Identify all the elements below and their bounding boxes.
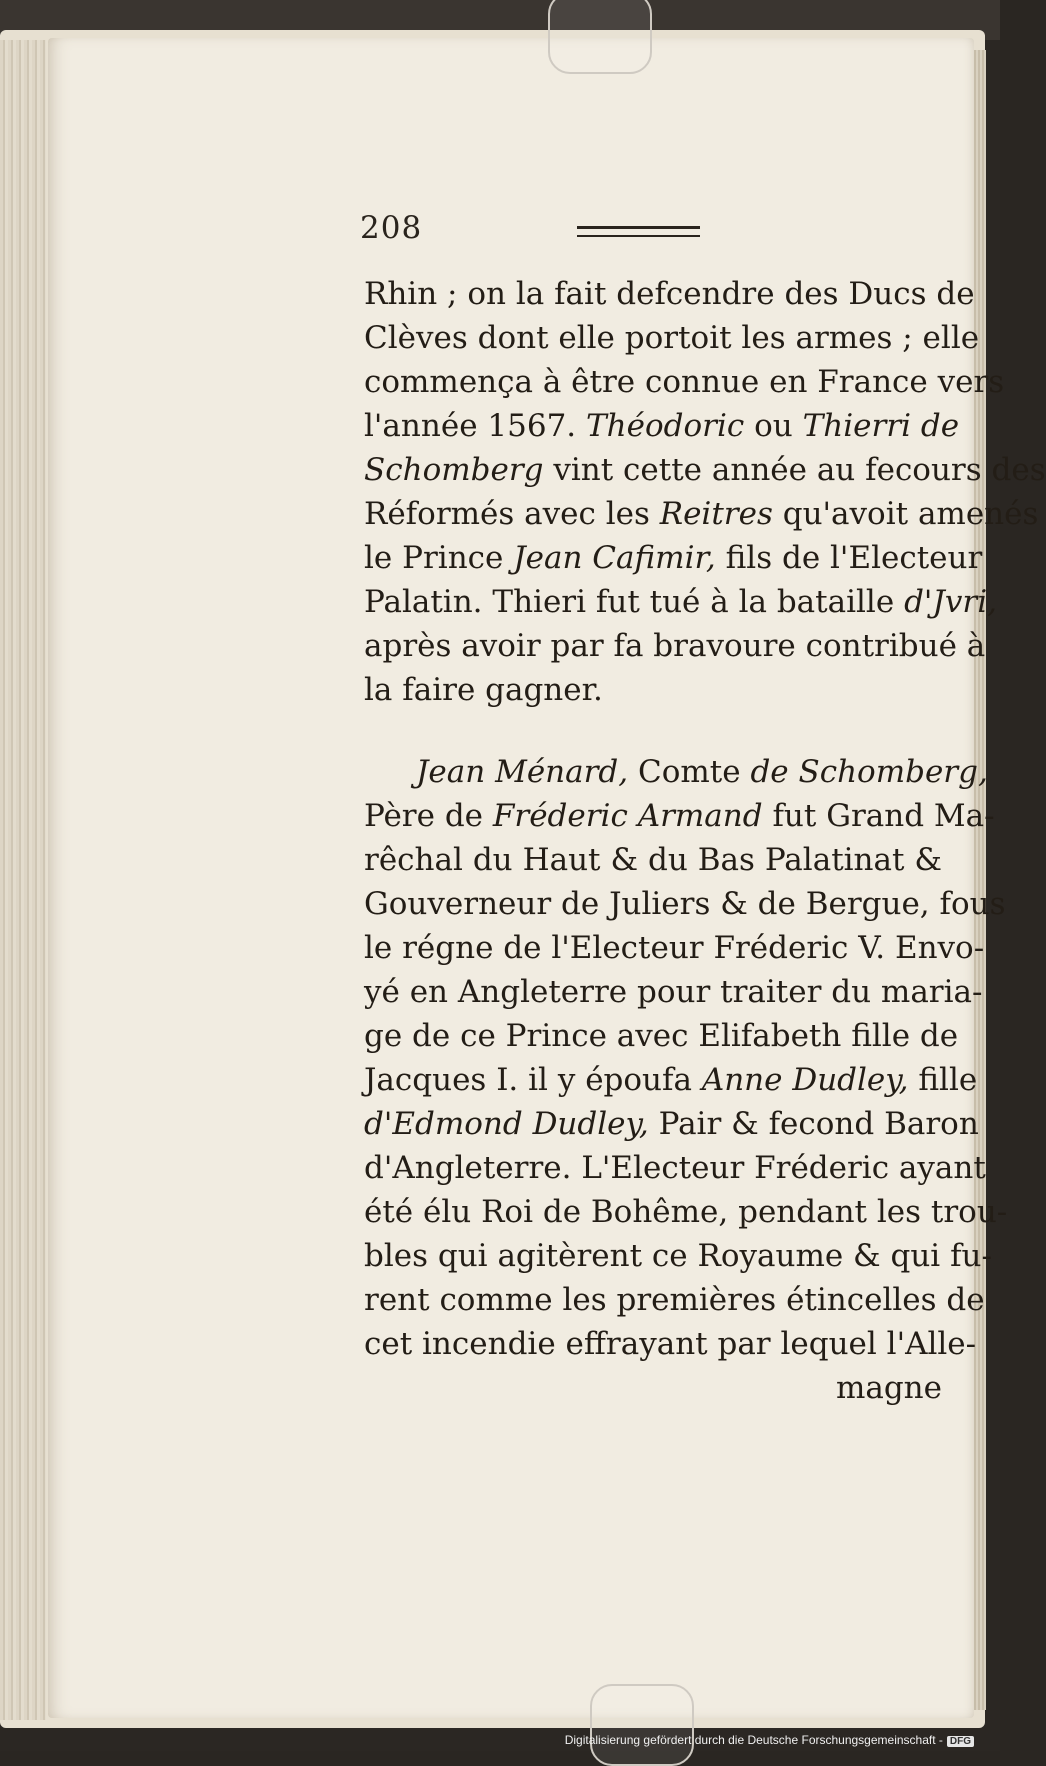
text-line	[364, 838, 942, 882]
italic-text: Schomberg	[364, 452, 544, 488]
text-line	[364, 1366, 942, 1410]
italic-text: Anne Dudley,	[701, 1062, 909, 1098]
text-segment: d'Angleterre. L'Electeur Fréderic ayant	[364, 1150, 986, 1186]
text-segment: l'année 1567.	[364, 408, 586, 444]
page-number: 208	[360, 210, 423, 246]
text-segment: fils de l'Electeur	[715, 540, 983, 576]
italic-text: d'Edmond Dudley,	[364, 1106, 649, 1142]
text-segment: qu'avoit amenés	[772, 496, 1039, 532]
text-segment: rent comme les premières étincelles de	[364, 1282, 985, 1318]
text-line	[364, 1058, 978, 1102]
text-line	[364, 1146, 986, 1190]
text-segment: bles qui agitèrent ce Royaume & qui fu-	[364, 1238, 992, 1274]
text-line	[364, 794, 995, 838]
header-rule	[577, 226, 700, 237]
text-line	[364, 360, 1005, 404]
text-segment: Père de	[364, 798, 493, 834]
text-line	[364, 668, 942, 712]
text-line	[364, 448, 1046, 492]
text-line	[364, 882, 1006, 926]
text-segment: fut Grand Ma-	[762, 798, 995, 834]
page-edges-left	[0, 40, 46, 1720]
digitization-credit	[565, 1733, 974, 1747]
paragraph-gap	[364, 712, 942, 750]
text-segment: commença à être connue en France vers	[364, 364, 1005, 400]
text-segment: yé en Angleterre pour traiter du maria-	[364, 974, 983, 1010]
text-line	[364, 536, 983, 580]
text-line	[364, 1278, 985, 1322]
text-segment: cet incendie effrayant par lequel l'Alle-	[364, 1326, 977, 1362]
text-segment: vint cette année au fecours des	[543, 452, 1046, 488]
text-line	[364, 1014, 959, 1058]
dfg-logo: DFG	[947, 1736, 974, 1747]
text-segment: ge de ce Prince avec Elifabeth fille de	[364, 1018, 959, 1054]
text-line	[364, 1322, 977, 1366]
italic-text: d'Jvri,	[904, 584, 997, 620]
text-segment: la faire gagner.	[364, 672, 603, 708]
text-line	[364, 1234, 992, 1278]
text-line	[364, 970, 983, 1014]
top-book-clip	[548, 0, 652, 74]
italic-text: de Schomberg,	[750, 754, 988, 790]
text-segment: fille	[908, 1062, 978, 1098]
bottom-book-clip	[590, 1684, 694, 1766]
text-segment: Comte	[628, 754, 751, 790]
text-segment: magne	[835, 1370, 942, 1406]
text-segment: rêchal du Haut & du Bas Palatinat &	[364, 842, 942, 878]
italic-text: Théodoric	[586, 408, 745, 444]
text-segment: Rhin ; on la fait defcendre des Ducs de	[364, 276, 975, 312]
text-segment: Réformés avec les	[364, 496, 660, 532]
body-text	[364, 272, 1046, 1410]
italic-text: Reitres	[659, 496, 773, 532]
text-segment: le régne de l'Electeur Fréderic V. Envo-	[364, 930, 985, 966]
text-line	[364, 750, 988, 794]
text-segment: ou	[744, 408, 803, 444]
text-segment: Clèves dont elle portoit les armes ; elle	[364, 320, 980, 356]
text-line	[364, 926, 985, 970]
text-line	[364, 316, 980, 360]
italic-text: Jean Ménard,	[416, 754, 629, 790]
text-segment: le Prince	[364, 540, 514, 576]
text-segment: Jacques I. il y époufa	[364, 1062, 702, 1098]
text-line	[364, 624, 986, 668]
text-segment: après avoir par fa bravoure contribué à	[364, 628, 986, 664]
italic-text: Fréderic Armand	[492, 798, 763, 834]
italic-text: Jean Cafimir,	[513, 540, 716, 576]
text-segment: Gouverneur de Juliers & de Bergue, fous	[364, 886, 1006, 922]
text-line	[364, 492, 1039, 536]
text-segment: Palatin. Thieri fut tué à la bataille	[364, 584, 905, 620]
text-line	[364, 580, 997, 624]
text-line	[364, 404, 960, 448]
text-line	[364, 1102, 979, 1146]
text-segment: été élu Roi de Bohême, pendant les trou-	[364, 1194, 1008, 1230]
credit-text: Digitalisierung gefördert durch die Deutsche Forschungsgemeinschaft -	[564, 1733, 943, 1747]
text-line	[364, 272, 975, 316]
text-line	[364, 1190, 1008, 1234]
italic-text: Thierri de	[802, 408, 960, 444]
text-segment: Pair & fecond Baron	[648, 1106, 979, 1142]
